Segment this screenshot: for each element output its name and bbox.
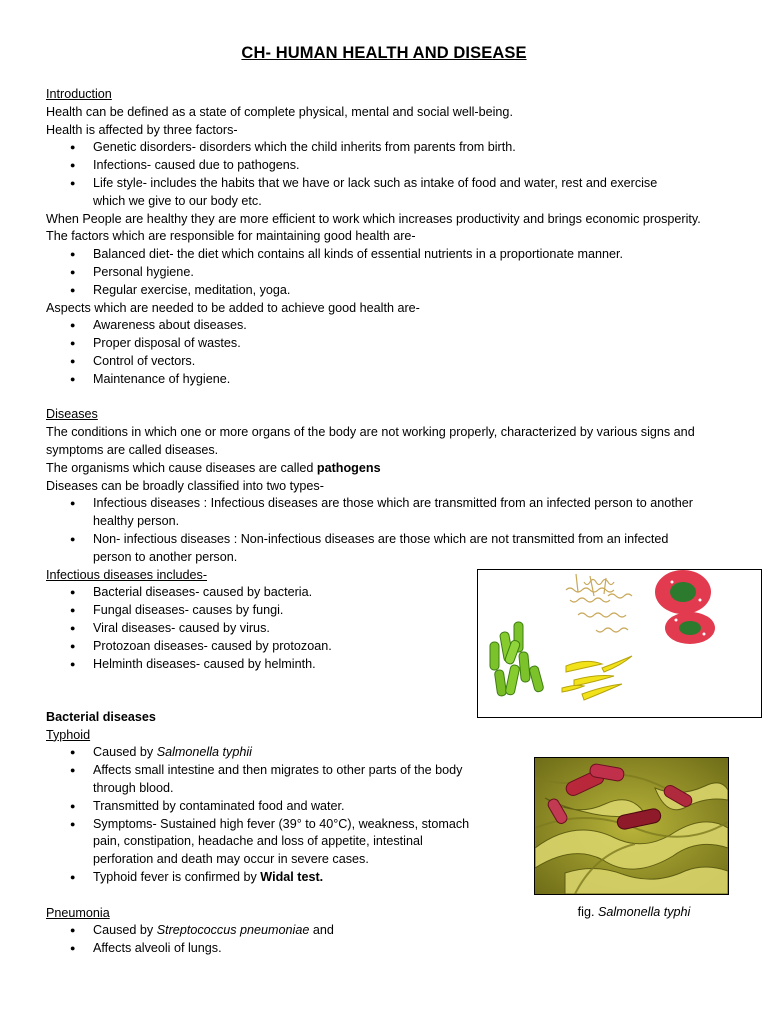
salmonella-micrograph: [534, 757, 729, 895]
cause-prefix: Caused by: [93, 745, 157, 760]
list-item: ● Transmitted by contaminated food and water.: [46, 798, 476, 816]
list-item: [46, 922, 726, 940]
aspects-list: [46, 317, 726, 388]
diseases-heading: Diseases: [46, 407, 98, 422]
list-item: ● Bacterial diseases- caused by bacteria.: [46, 584, 726, 602]
pathogens-term: pathogens: [316, 460, 381, 475]
intro-paragraph-1: Health can be defined as a state of complete physical, mental and social well-being.: [46, 104, 513, 119]
pathogens-prefix: The organisms which cause diseases are called: [46, 460, 317, 475]
diseases-paragraph-3: Diseases can be broadly classified into two types-: [46, 478, 324, 493]
list-item: ● Life style- includes the habits that we have or lack such as intake of food and water, rest and exercise which we give to our body etc.: [46, 175, 726, 211]
intro-paragraph-2: Health is affected by three factors-: [46, 122, 238, 137]
spirilla: [566, 574, 632, 632]
intro-paragraph-4: The factors which are responsible for maintaining good health are-: [46, 229, 416, 244]
cause-prefix: Caused by: [93, 923, 157, 938]
vibrio-rods: [562, 656, 632, 700]
spacer: [46, 389, 726, 407]
diseases-paragraph-2: [46, 460, 726, 478]
list-item: ● Non- infectious diseases : Non-infectious diseases are those which are not transmitted from an infected person to another person.: [46, 531, 726, 567]
list-item: ● Awareness about diseases.: [46, 317, 726, 335]
micrograph-drawing: [535, 758, 728, 894]
typhoid-list: [46, 744, 476, 886]
list-item: ● Affects small intestine and then migrates to other parts of the body through blood.: [46, 762, 476, 798]
health-factors-list: [46, 139, 726, 210]
widal-test: Widal test.: [260, 870, 324, 885]
bacilli-rods: [490, 622, 544, 696]
pathogen-name: Salmonella typhii: [156, 745, 252, 760]
microbes-illustration: [477, 569, 762, 718]
list-item: ● Affects alveoli of lungs.: [46, 940, 726, 958]
pathogen-name: Streptococcus pneumoniae: [156, 923, 310, 938]
list-item: ● Protozoan diseases- caused by protozoan.: [46, 638, 726, 656]
list-item: ● Viral diseases- caused by virus.: [46, 620, 726, 638]
list-item: [46, 869, 476, 887]
list-item: ● Symptoms- Sustained high fever (39° to 40°C), weakness, stomach pain, constipation, headache and loss of appetite, intestinal perforation and death may occur in severe cases.: [46, 816, 476, 869]
cause-suffix: and: [309, 923, 334, 938]
list-item: ● Proper disposal of wastes.: [46, 335, 726, 353]
disease-types-list: [46, 495, 726, 566]
intro-paragraph-3: When People are healthy they are more efficient to work which increases productivity and brings economic prosperity.: [46, 211, 701, 226]
list-item: ● Balanced diet- the diet which contains all kinds of essential nutrients in a proportionate manner.: [46, 246, 726, 264]
list-item: ● Infections- caused due to pathogens.: [46, 157, 726, 175]
list-item: [46, 744, 476, 762]
cocci-cells: [655, 570, 715, 644]
page-title: CH- HUMAN HEALTH AND DISEASE: [241, 44, 527, 62]
list-item: ● Fungal diseases- causes by fungi.: [46, 602, 726, 620]
pneumonia-heading: Pneumonia: [46, 905, 110, 920]
introduction-heading: Introduction: [46, 87, 112, 101]
typhoid-heading: Typhoid: [46, 727, 91, 742]
list-item: ● Control of vectors.: [46, 353, 726, 371]
good-health-list: [46, 246, 726, 299]
diseases-paragraph-1: The conditions in which one or more organs of the body are not working properly, characterized by various signs and symptoms are called diseases.: [46, 425, 695, 457]
pneumonia-list: [46, 922, 726, 958]
bacterial-heading: Bacterial diseases: [46, 709, 156, 724]
confirm-prefix: Typhoid fever is confirmed by: [93, 870, 261, 885]
list-item: ● Regular exercise, meditation, yoga.: [46, 282, 726, 300]
list-item: ● Personal hygiene.: [46, 264, 726, 282]
intro-paragraph-5: Aspects which are needed to be added to achieve good health are-: [46, 300, 420, 315]
list-item: ● Maintenance of hygiene.: [46, 371, 726, 389]
microbes-drawing: [478, 570, 761, 717]
figure-caption: [534, 904, 734, 922]
list-item: ● Helminth diseases- caused by helminth.: [46, 656, 726, 674]
list-item: ● Genetic disorders- disorders which the child inherits from parents from birth.: [46, 139, 726, 157]
caption-species: Salmonella typhi: [597, 905, 691, 919]
infectious-heading: Infectious diseases includes-: [46, 567, 208, 582]
list-item: ● Infectious diseases : Infectious diseases are those which are transmitted from an infected person to another healthy person.: [46, 495, 726, 531]
caption-prefix: fig.: [577, 905, 598, 919]
